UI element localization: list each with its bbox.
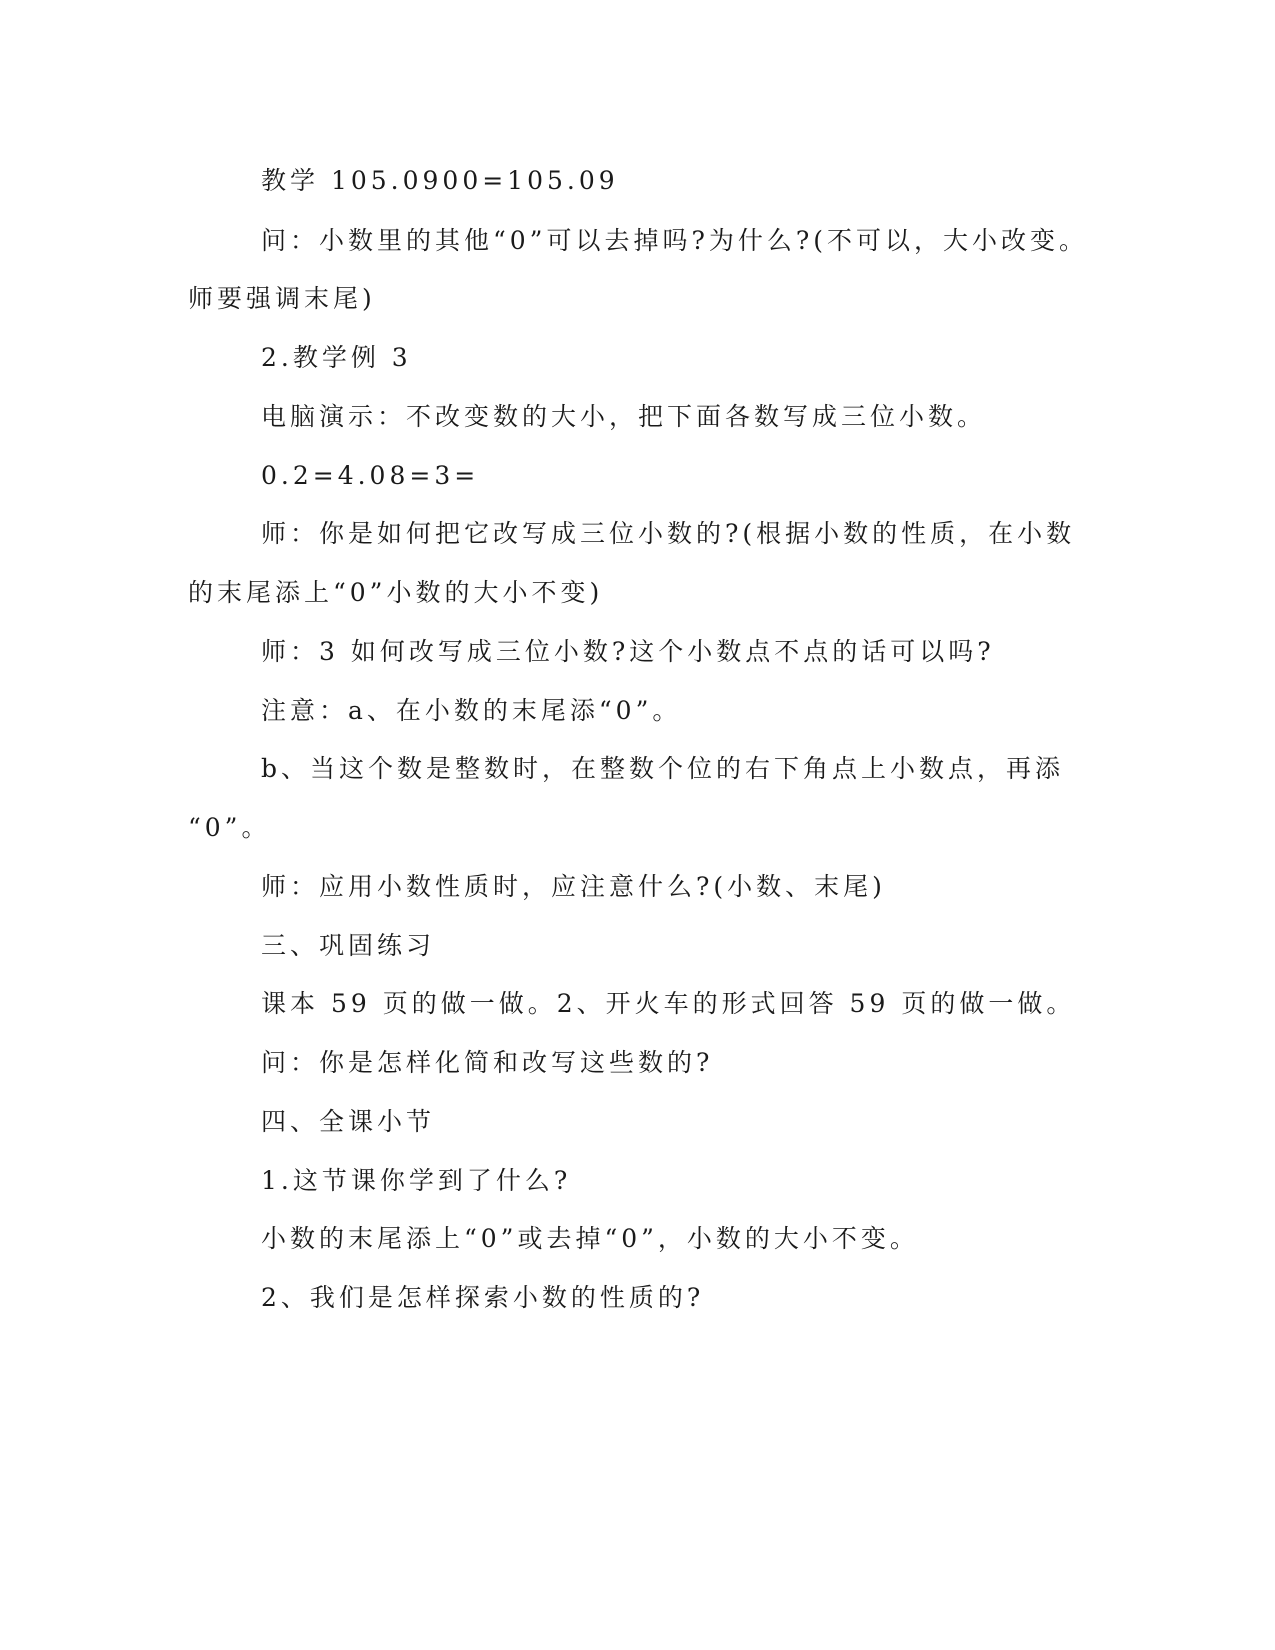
text-line: 2.教学例 3 [261, 343, 412, 372]
text-line: 电脑演示：不改变数的大小，把下面各数写成三位小数。 [261, 402, 987, 431]
text-line: 师要强调末尾) [188, 284, 376, 313]
text-line: 教学 105.0900=105.09 [261, 166, 619, 195]
text-line: 小数的末尾添上“0”或去掉“0”，小数的大小不变。 [261, 1224, 919, 1253]
text-line: 课本 59 页的做一做。2、开火车的形式回答 59 页的做一做。 [261, 989, 1076, 1018]
text-line: 师：你是如何把它改写成三位小数的?(根据小数的性质，在小数 [261, 519, 1076, 548]
text-line: 四、全课小节 [261, 1107, 436, 1136]
text-line: 的末尾添上“0”小数的大小不变) [188, 578, 604, 607]
text-line: b、当这个数是整数时，在整数个位的右下角点上小数点，再添 [261, 754, 1065, 783]
text-line: 1.这节课你学到了什么? [261, 1166, 572, 1195]
text-line: 问：小数里的其他“0”可以去掉吗?为什么?(不可以，大小改变。 [261, 226, 1089, 255]
text-line: 三、巩固练习 [261, 931, 436, 960]
text-line: 2、我们是怎样探索小数的性质的? [261, 1283, 705, 1312]
text-line: “0”。 [188, 813, 271, 842]
text-line: 0.2=4.08=3= [261, 461, 480, 490]
text-line: 师：3 如何改写成三位小数?这个小数点不点的话可以吗? [261, 637, 995, 666]
text-line: 问：你是怎样化简和改写这些数的? [261, 1048, 714, 1077]
text-line: 师：应用小数性质时，应注意什么?(小数、末尾) [261, 872, 886, 901]
text-line: 注意：a、在小数的末尾添“0”。 [261, 696, 682, 725]
